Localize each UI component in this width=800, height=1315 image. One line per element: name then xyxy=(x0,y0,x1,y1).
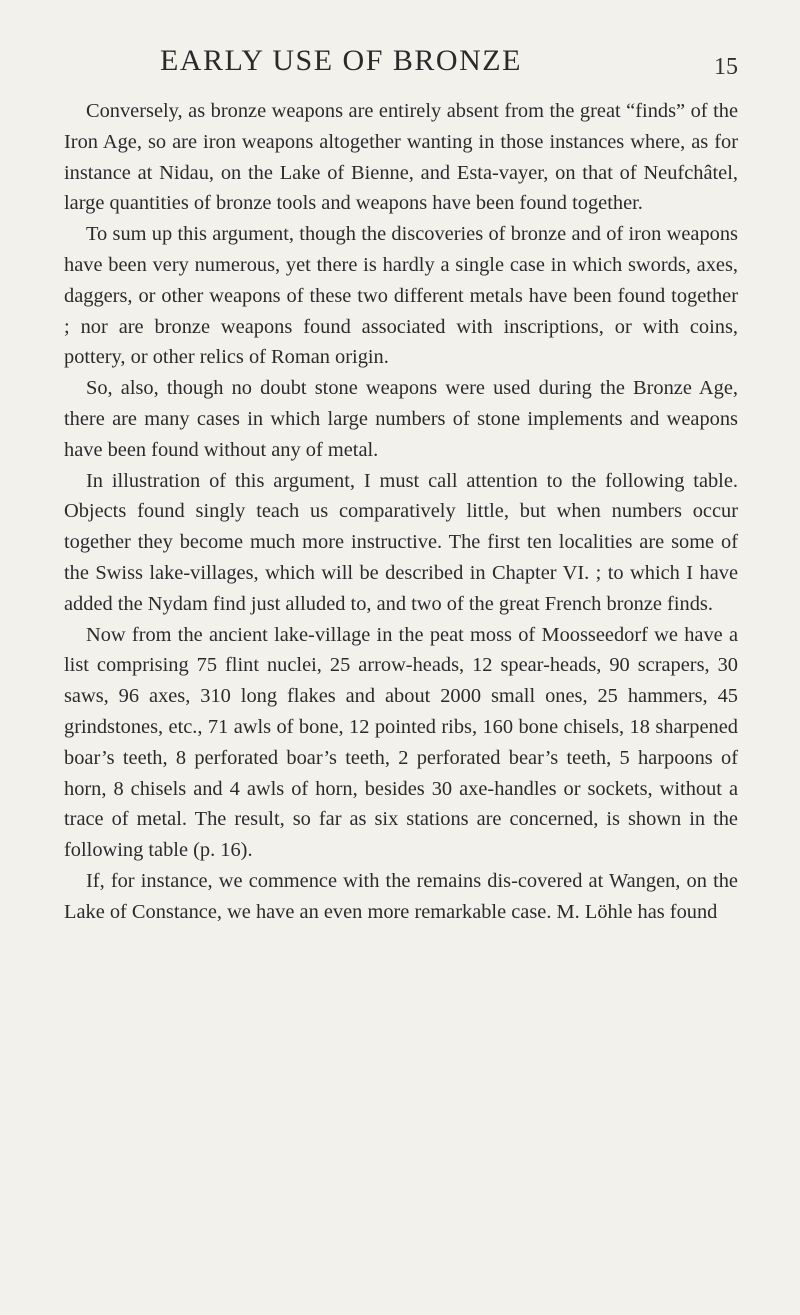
page-number: 15 xyxy=(714,54,738,80)
paragraph-bronze-absent: Conversely, as bronze weapons are entirely absent from the great “finds” of the Iron Age, so are iron weapons altogether wanting in those instances where, as for instance at Nidau, on the Lake of Bienne, and Esta-vayer, on that of Neufchâtel, large quantities of bronze tools and weapons have been found together. xyxy=(64,100,738,215)
running-head xyxy=(0,44,800,84)
paragraph-sum-up-argument: To sum up this argument, though the discoveries of bronze and of iron weapons have been very numerous, yet there is hardly a single case in which swords, axes, daggers, or other weapons of these two different metals have been found together ; nor are bronze weapons found associated with inscriptions, or with coins, pottery, or other relics of Roman origin. xyxy=(64,223,738,369)
paragraph-wangen: If, for instance, we commence with the remains dis-covered at Wangen, on the Lake of Constance, we have an even more remarkable case. M. Löhle has found xyxy=(64,869,738,923)
paragraph-moosseedorf-list: Now from the ancient lake-village in the peat moss of Moosseedorf we have a list comprising 75 flint nuclei, 25 arrow-heads, 12 spear-heads, 90 scrapers, 30 saws, 96 axes, 310 long flakes and about 2000 small ones, 25 hammers, 45 grindstones, etc., 71 awls of bone, 12 pointed ribs, 160 bone chisels, 18 sharpened boar’s teeth, 8 perforated boar’s teeth, 2 perforated bear’s teeth, 5 harpoons of horn, 8 chisels and 4 awls of horn, besides 30 axe-handles or sockets, without a trace of metal. The result, so far as six stations are concerned, is shown in the following table (p. 16). xyxy=(64,623,738,862)
paragraph-stone-weapons: So, also, though no doubt stone weapons were used during the Bronze Age, there are many cases in which large numbers of stone implements and weapons have been found without any of metal. xyxy=(64,377,738,461)
body-text xyxy=(64,96,738,928)
running-title: EARLY USE OF BRONZE xyxy=(160,44,522,77)
paragraph-illustration-table: In illustration of this argument, I must call attention to the following table. Objects found singly teach us comparatively little, but when numbers occur together they become much more instructive. The first ten localities are some of the Swiss lake-villages, which will be described in Chapter VI. ; to which I have added the Nydam find just alluded to, and two of the great French bronze finds. xyxy=(64,469,738,615)
